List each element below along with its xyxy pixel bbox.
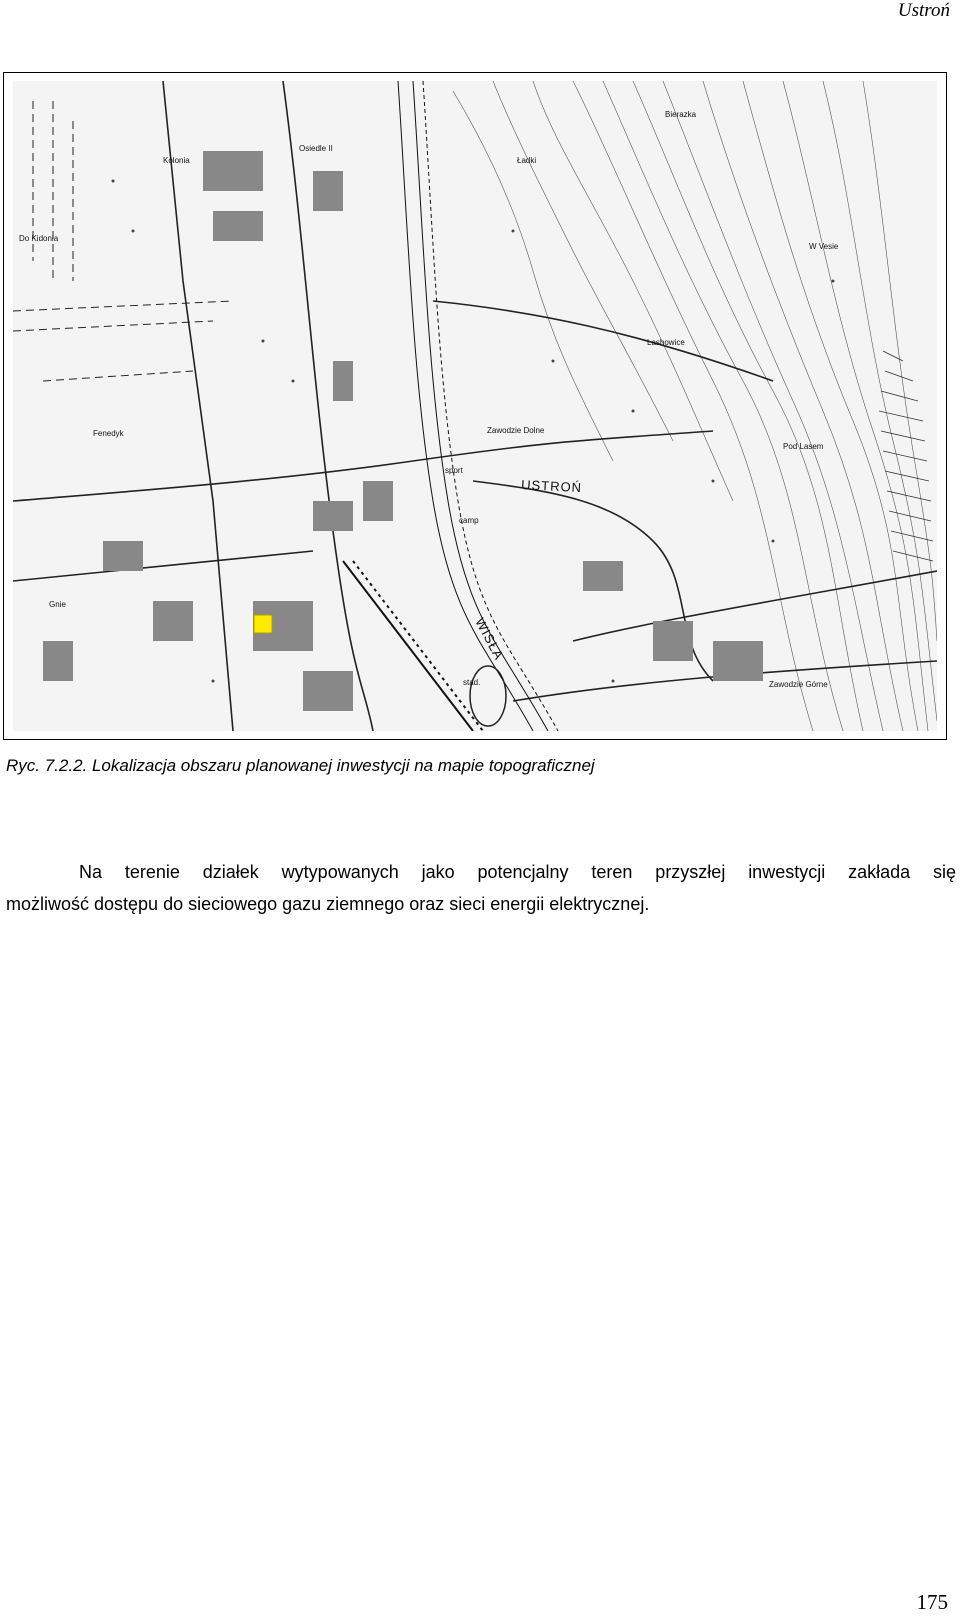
label-gnie: Gnie <box>49 600 66 609</box>
label-wisla: WISŁA <box>472 615 507 663</box>
page-number: 175 <box>916 1590 948 1614</box>
label-ustron: USTROŃ <box>520 477 583 496</box>
label-fenedyk: Fenedyk <box>93 429 124 438</box>
map-drawing <box>13 81 937 731</box>
body-paragraph <box>6 856 960 920</box>
label-zawodziegorne: Zawodzie Górne <box>769 680 828 689</box>
topographic-map <box>3 72 947 740</box>
label-podlasem: Pod Lasem <box>783 442 824 451</box>
paragraph-line-2: możliwość dostępu do sieciowego gazu ziemnego oraz sieci energii elektrycznej. <box>6 894 650 914</box>
label-zawodziedolne: Zawodzie Dolne <box>487 426 545 435</box>
header-town-name: Ustroń <box>897 0 950 21</box>
label-stad: stad. <box>463 678 481 687</box>
label-sport: sport <box>445 466 463 475</box>
label-osiedle: Osiedle II <box>299 144 333 153</box>
label-bierazka: Bierazka <box>665 110 697 119</box>
figure-caption: Ryc. 7.2.2. Lokalizacja obszaru planowanej inwestycji na mapie topograficznej <box>6 756 595 775</box>
label-camp: camp <box>459 516 479 525</box>
label-ladki: Ładki <box>517 156 537 165</box>
label-wvesie: W Vesie <box>809 242 839 251</box>
paragraph-line-1: Na terenie działek wytypowanych jako potencjalny teren przyszłej inwestycji zakłada się <box>79 862 956 882</box>
label-kolonia: Kolonia <box>163 156 190 165</box>
label-lashowice: Lashowice <box>647 338 685 347</box>
investment-area-marker <box>254 615 272 633</box>
label-dokidonia: Do Kidonia <box>19 234 59 243</box>
